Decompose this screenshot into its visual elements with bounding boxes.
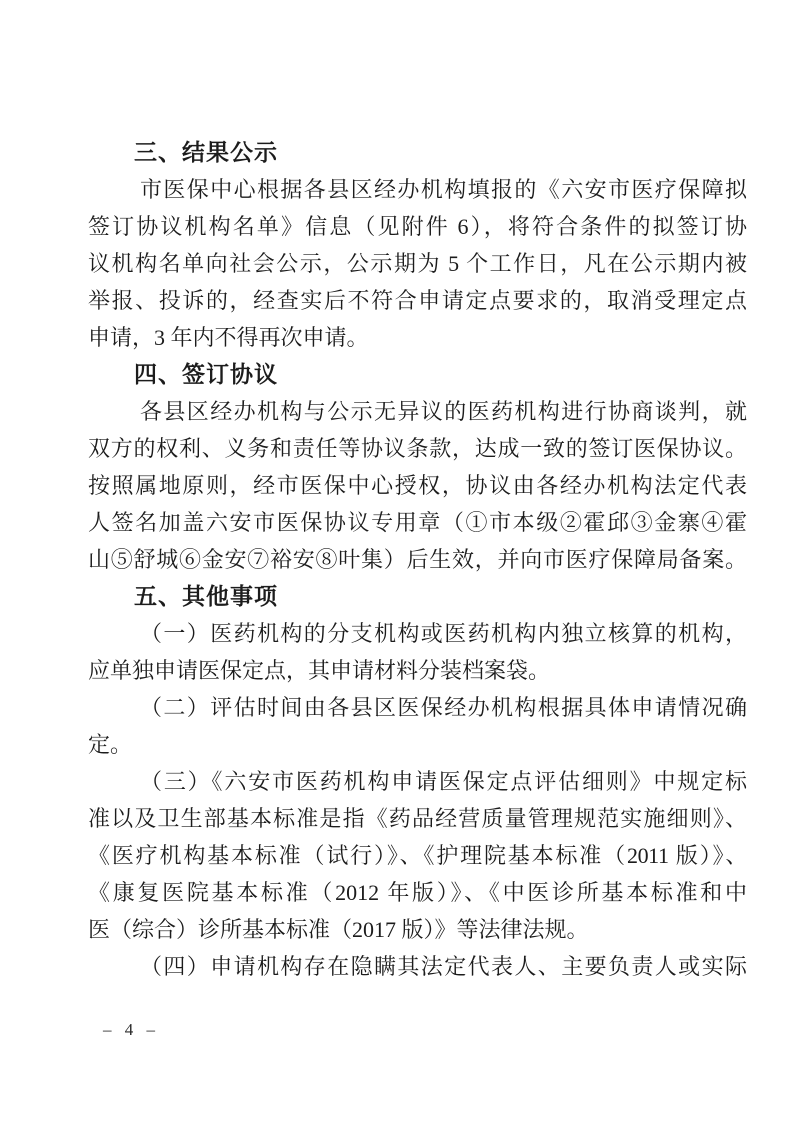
text-line: 举报、投诉的，经查实后不符合申请定点要求的，取消受理定点 bbox=[88, 288, 747, 313]
document-body bbox=[88, 134, 747, 985]
text-line: 《医疗机构基本标准（试行）》、《护理院基本标准（2011 版）》、 bbox=[88, 843, 747, 868]
text-line: 医（综合）诊所基本标准（2017 版）》等法律法规。 bbox=[88, 917, 589, 942]
text-line: 人签名加盖六安市医保协议专用章（①市本级②霍邱③金寨④霍 bbox=[88, 510, 747, 535]
section-heading-5: 五、其他事项 bbox=[134, 583, 278, 609]
text-line: 应单独申请医保定点，其申请材料分装档案袋。 bbox=[88, 658, 551, 683]
text-line: （一）医药机构的分支机构或医药机构内独立核算的机构， bbox=[140, 621, 747, 646]
section-heading-4: 四、签订协议 bbox=[134, 361, 278, 387]
text-line: 定。 bbox=[88, 732, 133, 757]
text-line: 按照属地原则，经市医保中心授权，协议由各经办机构法定代表 bbox=[88, 473, 747, 498]
text-line: 山⑤舒城⑥金安⑦裕安⑧叶集）后生效，并向市医疗保障局备案。 bbox=[88, 547, 747, 572]
text-line: 各县区经办机构与公示无异议的医药机构进行协商谈判，就 bbox=[140, 399, 747, 424]
text-line: （二）评估时间由各县区医保经办机构根据具体申请情况确 bbox=[140, 695, 747, 720]
text-line: 准以及卫生部基本标准是指《药品经营质量管理规范实施细则》、 bbox=[88, 806, 747, 831]
text-line: 议机构名单向社会公示，公示期为 5 个工作日，凡在公示期内被 bbox=[88, 251, 747, 276]
text-line: 双方的权利、义务和责任等协议条款，达成一致的签订医保协议。 bbox=[88, 436, 747, 461]
text-line: 市医保中心根据各县区经办机构填报的《六安市医疗保障拟 bbox=[140, 177, 747, 202]
text-line: 申请，3 年内不得再次申请。 bbox=[88, 325, 369, 350]
page-number: – 4 – bbox=[103, 1020, 157, 1039]
text-line: 《康复医院基本标准（2012 年版）》、《中医诊所基本标准和中 bbox=[88, 880, 747, 905]
text-line: （四）申请机构存在隐瞒其法定代表人、主要负责人或实际 bbox=[140, 954, 747, 979]
text-line: 签订协议机构名单》信息（见附件 6），将符合条件的拟签订协 bbox=[88, 214, 747, 239]
section-heading-3: 三、结果公示 bbox=[134, 139, 278, 165]
text-line: （三）《六安市医药机构申请医保定点评估细则》中规定标 bbox=[140, 769, 747, 794]
